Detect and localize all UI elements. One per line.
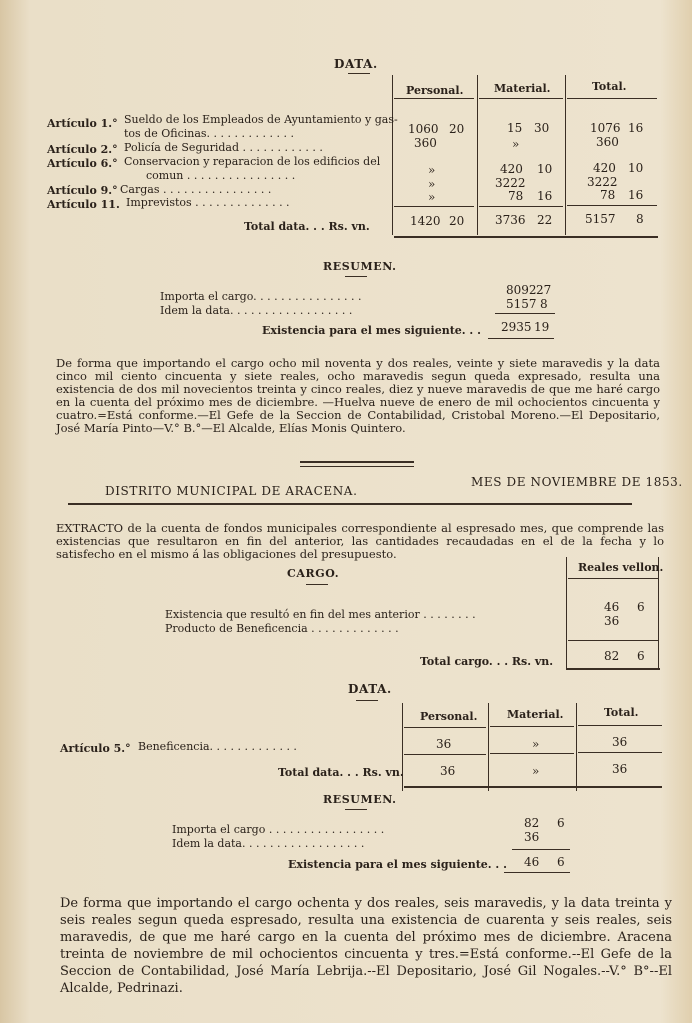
column-line — [477, 75, 478, 235]
data-title-1: DATA. — [334, 57, 378, 71]
total-material: » — [532, 764, 540, 778]
total-material-cents: 22 — [537, 213, 553, 227]
divider — [348, 73, 370, 74]
sum-line — [512, 849, 570, 850]
header-line — [568, 578, 658, 579]
cell-material-cents: 30 — [534, 121, 550, 135]
existencia-anterior-value: 46 — [604, 600, 620, 614]
importa-cents: 27 — [536, 283, 552, 297]
importa-label: Importa el cargo . . . . . . . . . . . . . . . . . — [172, 823, 385, 836]
importa-value: 8092 — [506, 283, 537, 297]
col-header-total: Total. — [604, 706, 639, 719]
divider — [345, 809, 367, 810]
sum-line — [479, 206, 563, 207]
cargo-title: CARGO. — [287, 567, 340, 580]
header-line — [567, 98, 657, 99]
importa-value: 82 — [524, 816, 540, 830]
reales-header: Reales vellon. — [578, 561, 664, 574]
row-desc: Cargas . . . . . . . . . . . . . . . . — [120, 183, 272, 196]
cell-total: 360 — [596, 135, 619, 149]
cell-total-cents: 16 — [628, 121, 644, 135]
row-desc: Sueldo de los Empleados de Ayuntamiento y gas- — [124, 113, 398, 126]
divider — [356, 700, 378, 701]
month-heading: MES DE NOVIEMBRE DE 1853. — [471, 475, 683, 489]
header-line — [404, 727, 486, 728]
total-underline — [394, 236, 658, 238]
total-material: 3736 — [495, 213, 526, 227]
total-cargo-value: 82 — [604, 649, 620, 663]
header-line — [490, 726, 574, 727]
cell-material-cents: 16 — [537, 189, 553, 203]
total-data-label: Total data. . . Rs. vn. — [244, 220, 370, 233]
data-title-2: DATA. — [348, 682, 392, 696]
total-total: 36 — [612, 762, 628, 776]
producto-label: Producto de Beneficencia . . . . . . . . . . . . . — [165, 622, 399, 635]
sum-line — [568, 640, 658, 641]
cell-material: » — [512, 137, 520, 151]
article-label: Artículo 2.° — [47, 143, 118, 156]
total-personal: 36 — [440, 764, 456, 778]
closing-paragraph-2: De forma que importando el cargo ochenta y dos reales, seis maravedis, y la data treinta y seis reales segun queda espresado, resulta una existencia de cuarenta y seis reales, seis maravedis, de que me haré cargo en la cuenta del próximo mes de diciembre. Aracena treinta de noviembre de mil ochocientos cincuenta y tres.=Está conforme.--El Gefe de la Seccion de Contabilidad, José María Lebrija.--El Depositario, José Gil Nogales.--V.° B°--El Alcalde, Pedrinazi. — [60, 896, 672, 996]
cell-personal: » — [428, 190, 436, 204]
divider — [306, 584, 328, 585]
total-personal-cents: 20 — [449, 214, 465, 228]
total-data-label-2: Total data. . . Rs. vn. — [278, 766, 404, 779]
closing-paragraph-1: De forma que importando el cargo ocho mil noventa y dos reales, veinte y siete maravedis y la data cinco mil ciento cincuenta y siete reales, ocho maravedis segun queda expresado, resulta una existencia de dos mil novecientos treinta y cinco reales, diez y nueve maravedis de que me haré cargo en la cuenta del próximo mes de diciembre. —Huelva nueve de enero de mil ochocientos cincuenta y cuatro.=Está conforme.—El Gefe de la Seccion de Contabilidad, Cristobal Moreno.—El Depositario, José María Pinto—V.° B.°—El Alcalde, Elías Monis Quintero. — [56, 356, 660, 435]
existencia-value: 2935 — [501, 320, 532, 334]
article-label: Artículo 1.° — [47, 117, 118, 130]
sum-line — [490, 753, 574, 754]
cell-material: 78 — [508, 189, 524, 203]
idem-value: 36 — [524, 830, 540, 844]
row-desc: Imprevistos . . . . . . . . . . . . . . — [126, 196, 290, 209]
sum-line — [567, 205, 657, 206]
sum-line — [504, 872, 570, 873]
idem-label: Idem la data. . . . . . . . . . . . . . . . . . — [160, 304, 353, 317]
decorative-rule — [300, 461, 414, 463]
cell-material-cents: 10 — [537, 162, 553, 176]
col-header-material: Material. — [494, 82, 551, 95]
article-label: Artículo 9.° — [47, 184, 118, 197]
existencia-anterior-label: Existencia que resultó en fin del mes anterior . . . . . . . . — [165, 608, 476, 621]
existencia-label-2: Existencia para el mes siguiente. . . — [288, 858, 507, 871]
total-personal: 1420 — [410, 214, 441, 228]
total-total-cents: 8 — [636, 212, 644, 226]
column-line — [488, 703, 489, 791]
row-desc: Conservacion y reparacion de los edificios del — [124, 155, 381, 168]
resumen-title-2: RESUMEN. — [323, 793, 397, 806]
total-underline — [404, 786, 662, 788]
column-line — [576, 703, 577, 791]
district-heading: DISTRITO MUNICIPAL DE ARACENA. — [105, 484, 358, 498]
cell-material: » — [532, 737, 540, 751]
header-line — [479, 98, 563, 99]
idem-value: 5157 — [506, 297, 537, 311]
cell-total: 78 — [600, 188, 616, 202]
col-header-total: Total. — [592, 80, 627, 93]
existencia-anterior-cents: 6 — [637, 600, 645, 614]
cell-material: 15 — [507, 121, 523, 135]
sum-line — [394, 206, 474, 207]
cell-total: 3222 — [587, 175, 618, 189]
cell-total: 36 — [612, 735, 628, 749]
article-label: Artículo 11. — [47, 198, 120, 211]
total-underline — [566, 668, 660, 670]
cell-personal: 36 — [436, 737, 452, 751]
existencia-cents: 6 — [557, 855, 565, 869]
cell-personal: 360 — [414, 136, 437, 150]
total-total: 5157 — [585, 212, 616, 226]
header-line — [578, 725, 662, 726]
cell-personal: 1060 — [408, 122, 439, 136]
cell-total: 1076 — [590, 121, 621, 135]
cell-total-cents: 10 — [628, 161, 644, 175]
total-cargo-label: Total cargo. . . Rs. vn. — [420, 655, 554, 668]
existencia-value: 46 — [524, 855, 540, 869]
sum-line — [578, 752, 662, 753]
row-desc: Beneficencia. . . . . . . . . . . . . — [138, 740, 297, 753]
idem-label: Idem la data. . . . . . . . . . . . . . . . . . — [172, 837, 365, 850]
sum-line — [488, 338, 554, 339]
row-desc: comun . . . . . . . . . . . . . . . . — [146, 169, 296, 182]
column-line — [392, 75, 393, 235]
article-label: Artículo 5.° — [60, 742, 131, 755]
idem-cents: 8 — [540, 297, 548, 311]
existencia-label: Existencia para el mes siguiente. . . — [262, 324, 481, 337]
article-label: Artículo 6.° — [47, 157, 118, 170]
row-desc: tos de Oficinas. . . . . . . . . . . . . — [124, 127, 294, 140]
cell-personal-cents: 20 — [449, 122, 465, 136]
divider — [345, 276, 367, 277]
cell-personal: » — [428, 163, 436, 177]
producto-value: 36 — [604, 614, 620, 628]
importa-cents: 6 — [557, 816, 565, 830]
sum-line — [404, 754, 486, 755]
total-cargo-cents: 6 — [637, 649, 645, 663]
importa-label: Importa el cargo. . . . . . . . . . . . . . . . — [160, 290, 362, 303]
header-line — [394, 98, 474, 99]
cell-total-cents: 16 — [628, 188, 644, 202]
existencia-cents: 19 — [534, 320, 550, 334]
resumen-title-1: RESUMEN. — [323, 260, 397, 273]
row-desc: Policía de Seguridad . . . . . . . . . . . . — [124, 141, 323, 154]
sum-line — [495, 313, 555, 314]
cell-total: 420 — [593, 161, 616, 175]
cell-personal: » — [428, 177, 436, 191]
decorative-rule — [300, 466, 414, 467]
col-header-personal: Personal. — [420, 710, 478, 723]
section-rule — [68, 503, 632, 505]
column-line — [565, 75, 566, 235]
extract-paragraph: EXTRACTO de la cuenta de fondos municipales correspondiente al espresado mes, que comprende las existencias que resultaron en fin del anterior, las cantidades recaudadas en el de la fecha y lo satisfecho en el mismo á las obligaciones del presupuesto. — [56, 521, 664, 561]
cell-material: 3222 — [495, 176, 526, 190]
cell-material: 420 — [500, 162, 523, 176]
col-header-material: Material. — [507, 708, 564, 721]
col-header-personal: Personal. — [406, 84, 464, 97]
column-line — [566, 557, 567, 669]
